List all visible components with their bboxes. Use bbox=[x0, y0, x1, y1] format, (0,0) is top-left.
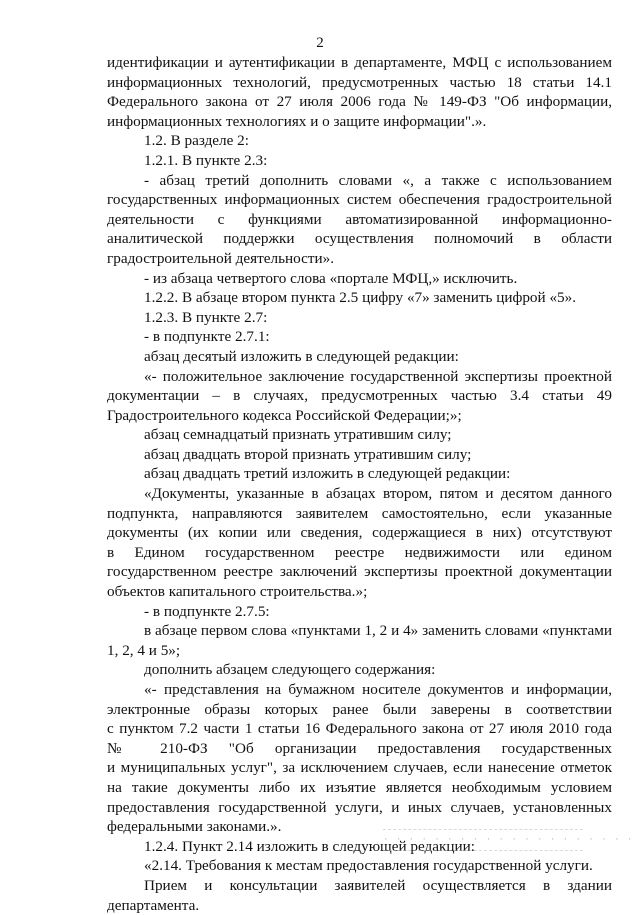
text-line: абзац двадцать третий изложить в следующей редакции: bbox=[144, 465, 511, 483]
document-body bbox=[107, 53, 612, 915]
text-line: подпункта, направляются заявителем самостоятельно, если указанные bbox=[107, 504, 612, 522]
text-line: департамента. bbox=[107, 896, 200, 914]
text-line: «- представления на бумажном носителе документов и информации, bbox=[144, 681, 612, 698]
text-line: Градостроительного кодекса Российской Федерации;»; bbox=[107, 406, 462, 424]
faded-stamp-mark: · · · · · · · · · · · · · · · · · · · · bbox=[383, 829, 583, 851]
text-line: Федерального закона от 27 июля 2006 года № 149-ФЗ "Об информации, bbox=[107, 93, 612, 111]
text-line: государственных информационных систем обеспечения градостроительной bbox=[107, 191, 612, 209]
page-number: 2 bbox=[316, 35, 324, 51]
text-line: с пунктом 7.2 части 1 статьи 16 Федерального закона от 27 июля 2010 года bbox=[107, 720, 612, 738]
text-line: «- положительное заключение государственной экспертизы проектной bbox=[144, 367, 612, 385]
text-line: деятельности с функциями автоматизированной информационно- bbox=[107, 210, 612, 228]
text-line: дополнить абзацем следующего содержания: bbox=[144, 661, 436, 679]
text-line: 1.2.4. Пункт 2.14 изложить в следующей редакции: bbox=[144, 837, 475, 855]
text-line: «2.14. Требования к местам предоставления государственной услуги. bbox=[144, 857, 593, 875]
text-line: - из абзаца четвертого слова «портале МФЦ,» исключить. bbox=[144, 269, 518, 287]
text-line: 1.2. В разделе 2: bbox=[144, 132, 249, 150]
text-line: и муниципальных услуг", за исключением случаев, если нанесение отметок bbox=[107, 759, 612, 777]
text-line: градостроительной деятельности». bbox=[107, 249, 335, 267]
text-line: 1.2.3. В пункте 2.7: bbox=[144, 308, 268, 326]
text-line: в Едином государственном реестре недвижимости или едином bbox=[107, 543, 612, 561]
text-line: документы (их копии или сведения, содержащиеся в них) отсутствуют bbox=[107, 524, 612, 542]
text-line: электронные образы которых ранее были заверены в соответствии bbox=[107, 700, 612, 718]
text-line: - в подпункте 2.7.1: bbox=[144, 328, 270, 346]
text-line: на такие документы либо их изъятие является необходимым условием bbox=[107, 778, 612, 796]
text-line: государственном реестре заключений экспертизы проектной документации bbox=[107, 563, 612, 581]
text-line: «Документы, указанные в абзацах втором, пятом и десятом данного bbox=[144, 485, 612, 503]
text-line: 1.2.2. В абзаце втором пункта 2.5 цифру «7» заменить цифрой «5». bbox=[144, 289, 577, 307]
text-line: федеральными законами.». bbox=[107, 818, 282, 836]
text-line: № 210-ФЗ "Об организации предоставления государственных bbox=[107, 739, 612, 757]
text-line: идентификации и аутентификации в департаменте, МФЦ с использованием bbox=[107, 54, 612, 71]
text-line: в абзаце первом слова «пунктами 1, 2 и 4» заменить словами «пунктами bbox=[144, 622, 612, 640]
text-line: документации – в случаях, предусмотренных частью 3.4 статьи 49 bbox=[107, 387, 612, 405]
text-line: предоставления государственной услуги, и иных случаев, установленных bbox=[107, 798, 612, 816]
text-line: информационных технологиях и о защите информации".». bbox=[107, 112, 487, 130]
text-line: абзац двадцать второй признать утратившим силу; bbox=[144, 445, 472, 463]
text-line: объектов капитального строительства.»; bbox=[107, 583, 368, 601]
text-line: - абзац третий дополнить словами «, а также с использованием bbox=[144, 171, 612, 189]
text-line: - в подпункте 2.7.5: bbox=[144, 602, 270, 620]
text-line: 1.2.1. В пункте 2.3: bbox=[144, 151, 268, 169]
text-line: информационных технологий, предусмотренных частью 18 статьи 14.1 bbox=[107, 73, 612, 91]
text-line: Прием и консультации заявителей осуществляется в здании bbox=[144, 876, 612, 894]
text-line: аналитической поддержки осуществления полномочий в области bbox=[107, 230, 612, 248]
text-line: 1, 2, 4 и 5»; bbox=[107, 641, 181, 659]
text-line: абзац семнадцатый признать утратившим силу; bbox=[144, 426, 452, 444]
text-line: абзац десятый изложить в следующей редакции: bbox=[144, 347, 459, 365]
